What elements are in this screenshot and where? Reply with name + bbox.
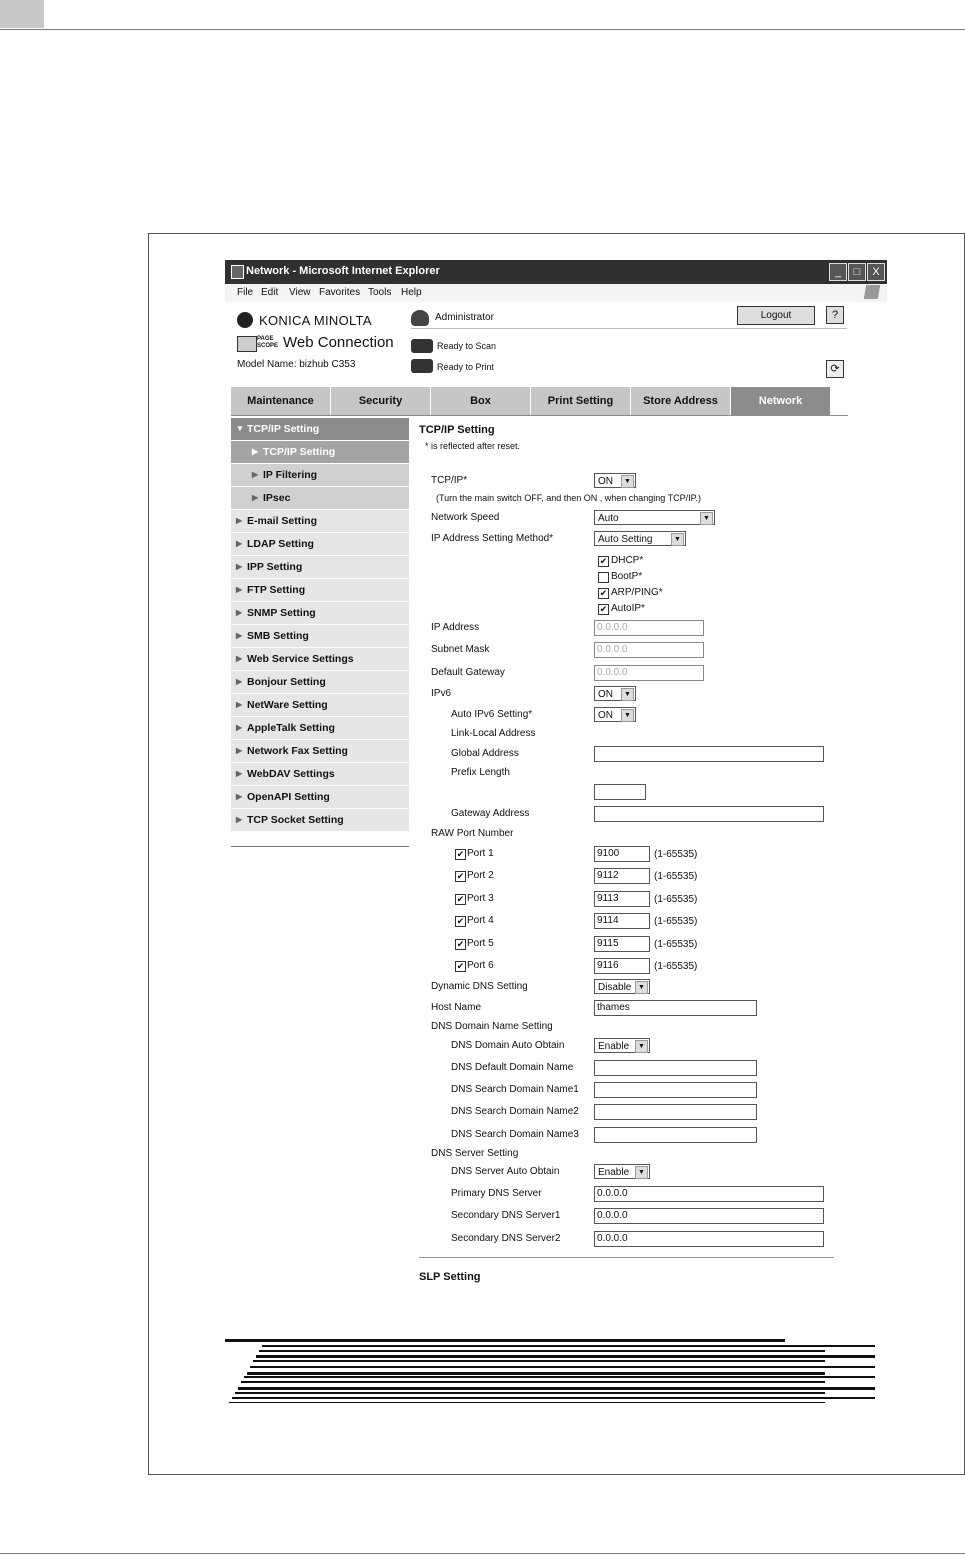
header-divider (411, 328, 847, 329)
menu-help[interactable]: Help (401, 287, 422, 298)
brand-name: KONICA MINOLTA (259, 313, 372, 328)
default-gateway-label: Default Gateway (431, 667, 505, 678)
dns-search2-label: DNS Search Domain Name2 (451, 1106, 579, 1117)
dns-server-auto-select[interactable] (594, 1164, 650, 1179)
default-gateway-input[interactable]: 0.0.0.0 (594, 665, 704, 681)
noise-stripe (235, 1392, 825, 1394)
chevron-down-icon: ▼ (621, 475, 634, 488)
ip-method-select[interactable] (594, 531, 686, 546)
subnet-label: Subnet Mask (431, 644, 490, 655)
noise-stripe (253, 1360, 825, 1362)
sidebar-item-label: WebDAV Settings (247, 768, 335, 780)
arrow-right-icon: ▶ (252, 447, 259, 456)
arrow-down-icon: ▼ (236, 424, 244, 433)
tab-box[interactable]: Box (431, 387, 531, 415)
port-checkbox[interactable]: ✔ (456, 871, 465, 882)
dns-server-auto-value: Enable (598, 1167, 630, 1178)
link-local-label: Link-Local Address (451, 728, 536, 739)
sidebar-item-tcp-ip-setting[interactable] (231, 441, 409, 463)
window-title: Network - Microsoft Internet Explorer (246, 265, 440, 277)
sidebar-menu (231, 418, 409, 832)
method-option-label: DHCP* (611, 555, 644, 566)
method-checkbox[interactable]: ✔ (599, 556, 608, 566)
tab-security[interactable]: Security (331, 387, 431, 415)
sidebar-item-label: Web Service Settings (247, 653, 354, 665)
close-button[interactable]: X (867, 263, 885, 281)
gateway-address-input[interactable] (594, 806, 824, 822)
port-checkbox[interactable]: ✔ (456, 938, 465, 949)
port-input[interactable]: 9115 (594, 936, 650, 952)
ddns-select[interactable] (594, 979, 650, 994)
sidebar-item-ftp-setting[interactable] (231, 579, 409, 601)
noise-stripe (250, 1366, 875, 1368)
top-rule (0, 29, 965, 30)
noise-stripe (259, 1350, 825, 1352)
method-checkbox[interactable]: ✔ (599, 604, 608, 614)
port-label: Port 4 (467, 915, 494, 927)
sidebar-item-label: Bonjour Setting (247, 676, 326, 688)
host-name-label: Host Name (431, 1002, 482, 1013)
page-title: TCP/IP Setting (419, 424, 495, 436)
noise-stripe (262, 1345, 875, 1347)
method-option-label: AutoIP* (611, 603, 645, 614)
dns-default-domain-input[interactable] (594, 1060, 757, 1076)
ip-method-value: Auto Setting (598, 534, 653, 545)
chevron-down-icon: ▼ (635, 1040, 648, 1053)
menu-bar (225, 284, 887, 303)
tcpip-select-value: ON (598, 476, 613, 487)
scan-status: Ready to Scan (437, 341, 497, 351)
ddns-label: Dynamic DNS Setting (431, 981, 528, 992)
slp-section-title: SLP Setting (419, 1271, 481, 1283)
user-label: Administrator (435, 312, 494, 323)
sidebar-item-label: OpenAPI Setting (247, 791, 330, 803)
sidebar-item-label: FTP Setting (247, 584, 306, 596)
dns-auto-obtain-label: DNS Domain Auto Obtain (451, 1040, 565, 1051)
network-speed-select[interactable] (594, 510, 715, 525)
sidebar-item-label: IPP Setting (247, 561, 303, 573)
gateway-address-label: Gateway Address (451, 808, 530, 819)
port-range: (1-65535) (654, 849, 698, 860)
noise-stripe (238, 1387, 875, 1390)
arrow-right-icon: ▶ (236, 585, 243, 594)
sidebar-item-ipp-setting[interactable] (231, 556, 409, 578)
port-checkbox[interactable]: ✔ (456, 893, 465, 904)
arrow-right-icon: ▶ (236, 815, 243, 824)
sidebar-item-network-fax-setting[interactable] (231, 740, 409, 762)
sidebar-item-webdav-settings[interactable] (231, 763, 409, 785)
tcpip-select[interactable] (594, 473, 636, 488)
menu-favorites[interactable]: Favorites (319, 287, 361, 298)
sidebar-item-label: AppleTalk Setting (247, 722, 335, 734)
method-checkbox[interactable] (598, 572, 609, 583)
auto-ipv6-select[interactable] (594, 707, 636, 722)
secondary-dns1-input[interactable]: 0.0.0.0 (594, 1208, 824, 1224)
method-option-label: ARP/PING* (611, 587, 663, 598)
primary-dns-input[interactable]: 0.0.0.0 (594, 1186, 824, 1202)
administrator-icon (411, 310, 429, 326)
app-name: Web Connection (283, 334, 394, 351)
port-range: (1-65535) (654, 871, 698, 883)
dns-search3-input[interactable] (594, 1127, 757, 1143)
page-corner-tab (0, 0, 44, 28)
tcpip-note: (Turn the main switch OFF, and then ON , when changing TCP/IP.) (436, 493, 701, 503)
sidebar-bottom-rule (231, 846, 409, 847)
sidebar-item-label: TCP Socket Setting (247, 814, 344, 826)
arrow-right-icon: ▶ (236, 700, 243, 709)
sidebar-item-snmp-setting[interactable] (231, 602, 409, 624)
sidebar-item-label: E-mail Setting (247, 515, 318, 527)
prefix-length-input[interactable] (594, 784, 646, 800)
port-range: (1-65535) (654, 893, 698, 905)
port-input[interactable]: 9100 (594, 846, 650, 862)
arrow-right-icon: ▶ (236, 608, 243, 617)
section-divider (419, 1257, 834, 1258)
main-tabs (231, 387, 831, 415)
ie-page-icon (231, 265, 244, 279)
sidebar-item-label: IP Filtering (263, 469, 318, 481)
chevron-down-icon: ▼ (700, 512, 713, 525)
port-checkbox[interactable]: ✔ (456, 961, 465, 971)
ipv6-select[interactable] (594, 686, 636, 701)
port-label: Port 2 (467, 870, 494, 882)
chevron-down-icon: ▼ (621, 688, 634, 701)
sidebar-item-label: SMB Setting (247, 630, 309, 642)
sidebar-item-smb-setting[interactable] (231, 625, 409, 647)
ipv6-value: ON (598, 689, 613, 700)
port-checkbox[interactable]: ✔ (456, 849, 465, 859)
sidebar-item-netware-setting[interactable] (231, 694, 409, 716)
tab-print-setting[interactable]: Print Setting (531, 387, 631, 415)
menu-edit[interactable]: Edit (261, 287, 279, 298)
port-input[interactable]: 9112 (594, 868, 650, 884)
ipv6-label: IPv6 (431, 688, 452, 699)
port-label: Port 1 (467, 848, 494, 859)
ddns-value: Disable (598, 982, 632, 993)
logout-button[interactable]: Logout (737, 306, 815, 325)
dns-auto-obtain-select[interactable] (594, 1038, 650, 1053)
port-input[interactable]: 9113 (594, 891, 650, 907)
menu-tools[interactable]: Tools (368, 287, 392, 298)
network-speed-value: Auto (598, 513, 619, 524)
sidebar-item-appletalk-setting[interactable] (231, 717, 409, 739)
sidebar-item-bonjour-setting[interactable] (231, 671, 409, 693)
sidebar-item-tcp-socket-setting[interactable] (231, 809, 409, 831)
refresh-icon[interactable]: ⟳ (826, 360, 844, 378)
pagescope-label: PAGE SCOPE (257, 336, 279, 349)
arrow-right-icon: ▶ (236, 516, 243, 525)
browser-window (225, 260, 887, 1403)
sidebar-item-openapi-setting[interactable] (231, 786, 409, 808)
method-option-label: BootP* (611, 571, 643, 582)
arrow-right-icon: ▶ (236, 677, 243, 686)
global-address-label: Global Address (451, 748, 519, 759)
port-range: (1-65535) (654, 961, 698, 972)
chevron-down-icon: ▼ (671, 533, 684, 546)
sidebar-item-ipsec[interactable] (231, 487, 409, 509)
konica-minolta-logo-icon (237, 312, 253, 328)
sidebar-item-ip-filtering[interactable] (231, 464, 409, 486)
port-range: (1-65535) (654, 938, 698, 950)
port-checkbox[interactable]: ✔ (456, 916, 465, 927)
port-input[interactable]: 9114 (594, 913, 650, 929)
noise-stripe (256, 1355, 875, 1358)
arrow-right-icon: ▶ (236, 769, 243, 778)
secondary-dns2-input[interactable]: 0.0.0.0 (594, 1231, 824, 1247)
chevron-down-icon: ▼ (635, 1166, 648, 1179)
pagescope-logo-icon (237, 336, 257, 352)
arrow-right-icon: ▶ (236, 631, 243, 640)
port-range: (1-65535) (654, 916, 698, 928)
port-label: Port 5 (467, 937, 494, 949)
auto-ipv6-label: Auto IPv6 Setting* (451, 709, 533, 720)
maximize-button[interactable]: □ (848, 263, 866, 281)
dns-search1-label: DNS Search Domain Name1 (451, 1084, 579, 1095)
printer-icon (411, 359, 433, 373)
noise-stripe (225, 1339, 785, 1342)
noise-stripe (244, 1376, 875, 1378)
help-button[interactable]: ? (826, 306, 844, 324)
network-speed-label: Network Speed (431, 512, 500, 523)
arrow-right-icon: ▶ (236, 792, 243, 801)
tab-underline (231, 415, 848, 416)
print-status: Ready to Print (437, 362, 495, 372)
arrow-right-icon: ▶ (236, 746, 243, 755)
secondary-dns2-label: Secondary DNS Server2 (451, 1233, 561, 1244)
dns-server-setting-label: DNS Server Setting (431, 1148, 519, 1159)
noise-stripe (232, 1397, 875, 1399)
sidebar-item-label: TCP/IP Setting (263, 446, 336, 458)
global-address-input[interactable] (594, 746, 824, 762)
sidebar-item-web-service-settings[interactable] (231, 648, 409, 670)
minimize-button[interactable]: _ (829, 263, 847, 281)
raw-port-label: RAW Port Number (431, 828, 514, 839)
dns-search1-input[interactable] (594, 1082, 757, 1098)
port-input[interactable]: 9116 (594, 958, 650, 974)
sidebar-item-ldap-setting[interactable] (231, 533, 409, 555)
arrow-right-icon: ▶ (252, 493, 259, 502)
port-label: Port 3 (467, 892, 494, 904)
dns-search3-label: DNS Search Domain Name3 (451, 1129, 579, 1140)
arrow-right-icon: ▶ (252, 470, 259, 479)
host-name-input[interactable]: thames (594, 1000, 757, 1016)
port-label: Port 6 (467, 960, 494, 971)
noise-stripe (229, 1402, 825, 1403)
auto-ipv6-value: ON (598, 710, 613, 721)
dns-server-auto-label: DNS Server Auto Obtain (451, 1166, 560, 1177)
dns-auto-obtain-value: Enable (598, 1041, 630, 1052)
title-bar (225, 260, 887, 284)
prefix-length-label: Prefix Length (451, 767, 510, 778)
noise-stripe (241, 1381, 825, 1383)
chevron-down-icon: ▼ (621, 709, 634, 722)
dns-search2-input[interactable] (594, 1104, 757, 1120)
model-name: Model Name: bizhub C353 (237, 359, 356, 370)
scanner-icon (411, 339, 433, 353)
dns-domain-setting-label: DNS Domain Name Setting (431, 1021, 553, 1032)
tab-store-address[interactable]: Store Address (631, 387, 731, 415)
sidebar-item-label: TCP/IP Setting (247, 423, 320, 435)
ip-method-label: IP Address Setting Method* (431, 533, 554, 544)
noise-stripe (247, 1372, 825, 1375)
arrow-right-icon: ▶ (236, 723, 243, 732)
sidebar-item-label: LDAP Setting (247, 538, 314, 550)
bottom-rule (0, 1553, 965, 1554)
method-checkbox[interactable]: ✔ (599, 588, 608, 598)
menu-view[interactable]: View (289, 287, 311, 298)
ip-address-label: IP Address (431, 622, 480, 633)
sidebar-item-label: NetWare Setting (247, 699, 328, 711)
chevron-down-icon: ▼ (635, 981, 648, 994)
ip-address-input[interactable]: 0.0.0.0 (594, 620, 704, 636)
arrow-right-icon: ▶ (236, 654, 243, 663)
sidebar-item-label: SNMP Setting (247, 607, 316, 619)
menu-file[interactable]: File (237, 287, 254, 298)
arrow-right-icon: ▶ (236, 539, 243, 548)
sidebar-item-label: Network Fax Setting (247, 745, 348, 757)
secondary-dns1-label: Secondary DNS Server1 (451, 1210, 561, 1221)
tab-maintenance[interactable]: Maintenance (231, 387, 331, 415)
tab-network[interactable]: Network (731, 387, 831, 415)
page-content (225, 302, 887, 1403)
sidebar-item-e-mail-setting[interactable] (231, 510, 409, 532)
windows-flag-icon (864, 285, 880, 299)
tcpip-label: TCP/IP* (431, 475, 468, 486)
reset-note: * is reflected after reset. (425, 441, 521, 451)
arrow-right-icon: ▶ (236, 562, 243, 571)
dns-default-domain-label: DNS Default Domain Name (451, 1062, 574, 1073)
subnet-input[interactable]: 0.0.0.0 (594, 642, 704, 658)
primary-dns-label: Primary DNS Server (451, 1188, 542, 1199)
sidebar-item-label: IPsec (263, 492, 291, 504)
sidebar-item-tcp-ip-setting[interactable] (231, 418, 409, 440)
torn-edge-noise (225, 1336, 887, 1403)
